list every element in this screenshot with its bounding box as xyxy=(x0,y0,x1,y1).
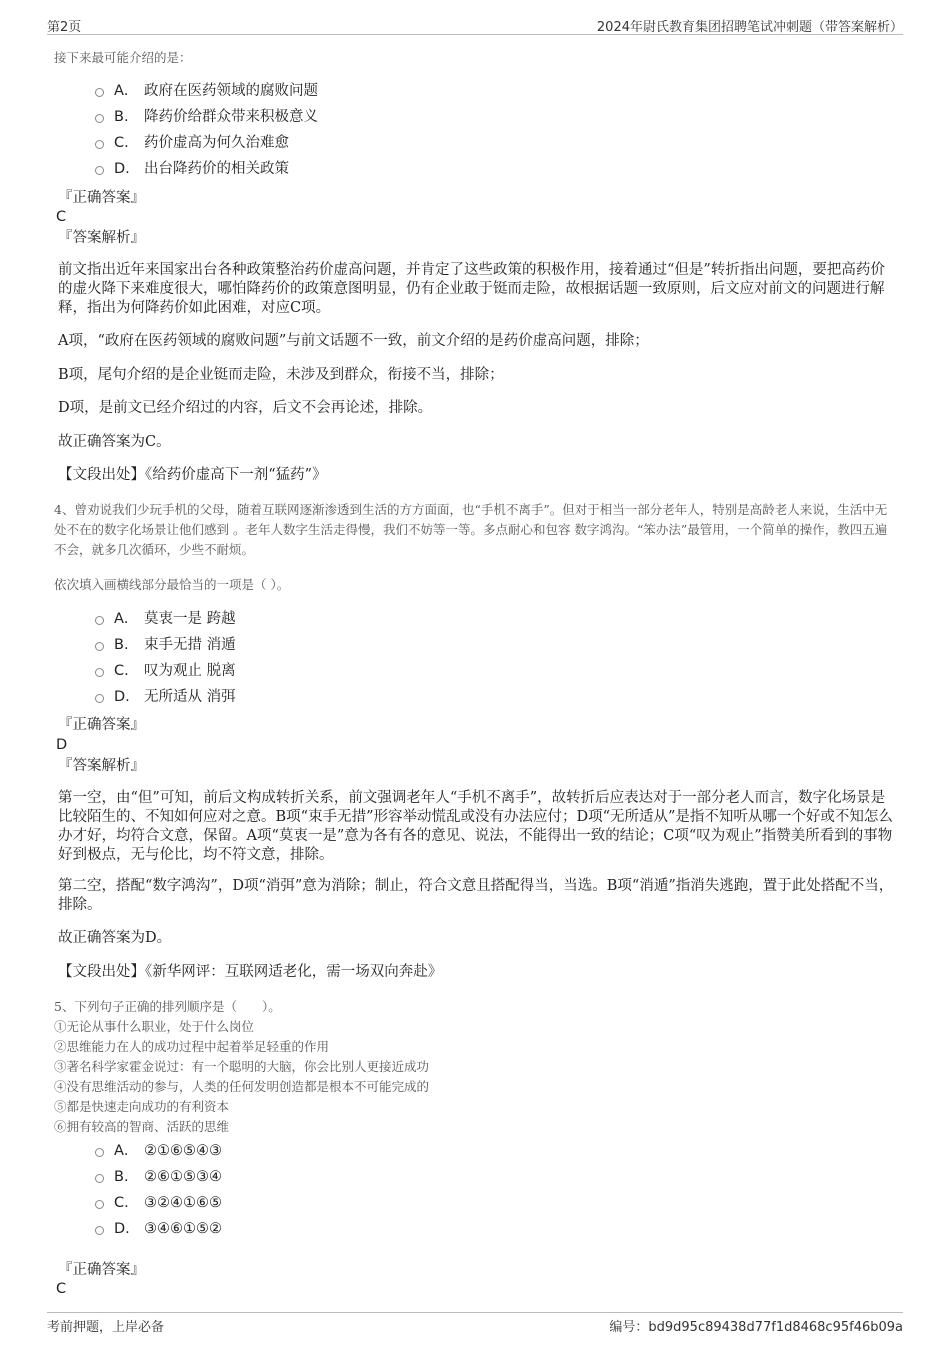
q5-answer-label: 『正确答案』 xyxy=(58,1262,145,1278)
option-text: 降药价给群众带来积极意义 xyxy=(144,109,318,125)
radio-icon[interactable] xyxy=(95,642,104,651)
q4-analysis-paragraph: 第二空，搭配“数字鸿沟”，D项“消弭”意为消除；制止，符合文意且搭配得当，当选。B项“消遁”指消失逃跑，置于此处搭配不当，排除。 xyxy=(58,878,894,913)
q3-answer-label: 『正确答案』 xyxy=(58,190,145,206)
radio-icon[interactable] xyxy=(95,668,104,677)
q3-analysis-paragraph: 前文指出近年来国家出台各种政策整治药价虚高问题，并肯定了这些政策的积极作用，接着通过“但是”转折指出问题，要把高药价的虚火降下来难度很大，哪怕降药价的政策意图明显，仍有企业敢于铤而走险，故根据话题一致原则，后文应对前文的问题进行解释，指出为何降药价如此困难，对应C项。 xyxy=(58,262,885,316)
q3-option-c[interactable] xyxy=(95,132,289,154)
document-code: 编号：bd9d95c89438d77f1d8468c95f46b09a xyxy=(609,1320,903,1335)
option-text: ③④⑥①⑤② xyxy=(144,1221,222,1237)
q4-stem: 4、曾劝说我们少玩手机的父母，随着互联网逐渐渗透到生活的方方面面，也“手机不离手”。但对于相当一部分老年人，特别是高龄老人来说，生活中无处不在的数字化场景让他们感到 。老年人数字生活走得慢，我们不妨等一等。多点耐心和包容 数字鸿沟。“笨办法”最管用，一个简单的操作，教四五遍不会，就多几次循环，少些不耐烦。 xyxy=(54,502,888,557)
q4-option-a[interactable] xyxy=(95,608,236,630)
option-text: 无所适从 消弭 xyxy=(144,689,236,705)
option-text: 出台降药价的相关政策 xyxy=(144,161,289,177)
q3-analysis-label: 『答案解析』 xyxy=(58,230,145,246)
radio-icon[interactable] xyxy=(95,140,104,149)
q5-sentence: ③著名科学家霍金说过：有一个聪明的大脑，你会比别人更接近成功 xyxy=(54,1059,430,1074)
option-letter: D. xyxy=(114,689,130,705)
q5-answer: C xyxy=(56,1281,67,1297)
page-header xyxy=(47,14,903,35)
option-text: 叹为观止 脱离 xyxy=(144,663,236,679)
page-number: 第2页 xyxy=(47,20,82,35)
q3-analysis-paragraph: 故正确答案为C。 xyxy=(58,434,171,450)
q5-option-c[interactable] xyxy=(95,1192,222,1214)
page-footer xyxy=(47,1312,903,1337)
q3-prompt: 接下来最可能介绍的是： xyxy=(54,50,192,65)
q5-sentence: ⑥拥有较高的智商、活跃的思维 xyxy=(54,1119,230,1134)
option-letter: B. xyxy=(114,1169,129,1185)
radio-icon[interactable] xyxy=(95,114,104,123)
q4-analysis-paragraph: 故正确答案为D。 xyxy=(58,930,172,946)
option-letter: D. xyxy=(114,1221,130,1237)
q4-prompt: 依次填入画横线部分最恰当的一项是（ ）。 xyxy=(54,577,290,592)
q3-option-a[interactable] xyxy=(95,80,318,102)
option-text: ②⑥①⑤③④ xyxy=(144,1169,222,1185)
q5-option-d[interactable] xyxy=(95,1218,222,1240)
q4-option-b[interactable] xyxy=(95,634,236,656)
q5-sentence: ①无论从事什么职业，处于什么岗位 xyxy=(54,1019,255,1034)
option-letter: A． xyxy=(114,83,139,99)
option-letter: C. xyxy=(114,663,129,679)
q3-option-b[interactable] xyxy=(95,106,318,128)
q4-answer-label: 『正确答案』 xyxy=(58,717,145,733)
option-letter: A． xyxy=(114,1143,139,1159)
option-text: 莫衷一是 跨越 xyxy=(144,611,236,627)
q5-option-a[interactable] xyxy=(95,1140,222,1162)
option-letter: A． xyxy=(114,611,139,627)
q4-source: 【文段出处】《新华网评：互联网适老化，需一场双向奔赴》 xyxy=(58,964,443,980)
q3-analysis-paragraph: A项，“政府在医药领域的腐败问题”与前文话题不一致，前文介绍的是药价虚高问题，排除； xyxy=(58,333,649,349)
q3-option-d[interactable] xyxy=(95,158,289,180)
radio-icon[interactable] xyxy=(95,1148,104,1157)
radio-icon[interactable] xyxy=(95,694,104,703)
option-letter: C. xyxy=(114,1195,129,1211)
q4-analysis-label: 『答案解析』 xyxy=(58,758,145,774)
q3-answer: C xyxy=(56,209,67,225)
option-text: 药价虚高为何久治难愈 xyxy=(144,135,289,151)
option-text: 政府在医药领域的腐败问题 xyxy=(144,83,318,99)
q4-option-d[interactable] xyxy=(95,686,236,708)
q3-analysis-paragraph: D项，是前文已经介绍过的内容，后文不会再论述，排除。 xyxy=(58,400,433,416)
radio-icon[interactable] xyxy=(95,166,104,175)
q5-sentence: ②思维能力在人的成功过程中起着举足轻重的作用 xyxy=(54,1039,330,1054)
option-letter: D. xyxy=(114,161,130,177)
footer-slogan: 考前押题，上岸必备 xyxy=(47,1320,165,1335)
q5-sentence: ⑤都是快速走向成功的有利资本 xyxy=(54,1099,230,1114)
option-text: ③②④①⑥⑤ xyxy=(144,1195,222,1211)
radio-icon[interactable] xyxy=(95,1226,104,1235)
radio-icon[interactable] xyxy=(95,1174,104,1183)
radio-icon[interactable] xyxy=(95,88,104,97)
option-text: 束手无措 消遁 xyxy=(144,637,236,653)
option-text: ②①⑥⑤④③ xyxy=(144,1143,222,1159)
q5-option-b[interactable] xyxy=(95,1166,222,1188)
option-letter: B. xyxy=(114,637,129,653)
radio-icon[interactable] xyxy=(95,1200,104,1209)
q4-option-c[interactable] xyxy=(95,660,236,682)
q4-answer: D xyxy=(56,737,68,753)
q5-sentence: ④没有思维活动的参与，人类的任何发明创造都是根本不可能完成的 xyxy=(54,1079,430,1094)
radio-icon[interactable] xyxy=(95,616,104,625)
q4-analysis-paragraph: 第一空，由“但”可知，前后文构成转折关系，前文强调老年人“手机不离手”，故转折后应表达对于一部分老人而言，数字化场景是比较陌生的、不知如何应对之意。B项“束手无措”形容举动慌乱或没有办法应付；D项“无所适从”是指不知听从哪一个好或不知怎么办才好，均符合文意，保留。A项“莫衷一是”意为各有各的意见、说法，不能得出一致的结论；C项“叹为观止”指赞美所看到的事物好到极点，无与伦比，均不符文意，排除。 xyxy=(58,790,893,863)
q3-analysis-paragraph: B项，尾句介绍的是企业铤而走险，未涉及到群众，衔接不当，排除； xyxy=(58,367,504,383)
option-letter: C. xyxy=(114,135,129,151)
document-title: 2024年尉氏教育集团招聘笔试冲刺题（带答案解析） xyxy=(596,20,903,35)
option-letter: B. xyxy=(114,109,129,125)
q3-source: 【文段出处】《给药价虚高下一剂“猛药”》 xyxy=(58,467,327,483)
q5-stem: 5、下列句子正确的排列顺序是（ ）。 xyxy=(54,999,281,1014)
